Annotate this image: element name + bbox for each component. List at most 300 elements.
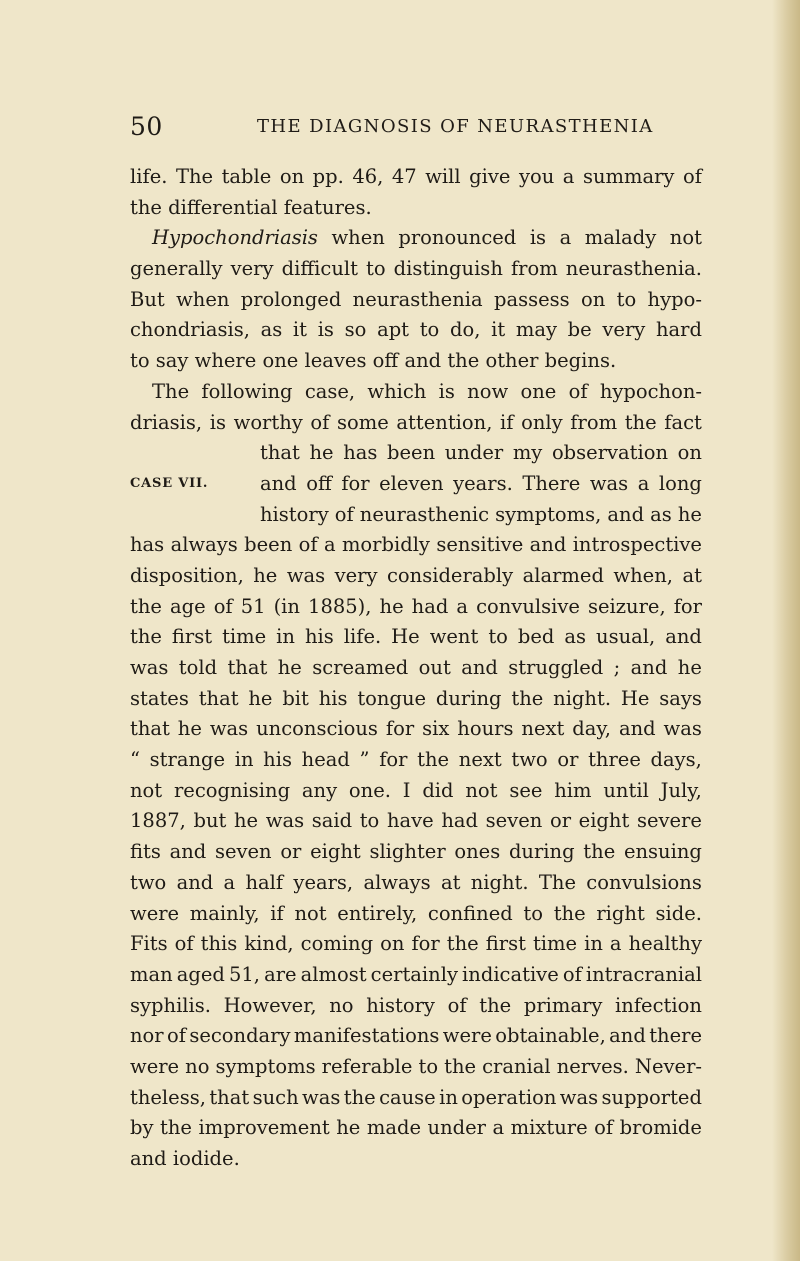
text-line xyxy=(130,530,702,561)
word: pp. xyxy=(312,165,344,188)
text-line xyxy=(130,714,702,745)
word: head xyxy=(301,748,350,772)
word: during xyxy=(508,840,575,864)
word: for xyxy=(341,471,370,495)
word: to xyxy=(418,1054,439,1078)
word: strange xyxy=(149,748,226,772)
word: eleven xyxy=(379,471,444,495)
word: history xyxy=(260,502,329,526)
word: he xyxy=(177,717,202,741)
word: only xyxy=(521,410,563,434)
page-header xyxy=(130,112,700,146)
word: was xyxy=(286,563,326,587)
word: one xyxy=(520,379,557,403)
line-text: to say where one leaves off and the other begins. xyxy=(130,349,617,373)
word: very xyxy=(334,563,378,587)
word: 1885), xyxy=(308,594,372,618)
word: mixture xyxy=(510,1116,588,1140)
word: do, xyxy=(449,318,481,342)
word: in xyxy=(584,932,603,956)
text-line xyxy=(130,745,702,776)
word: kind, xyxy=(244,932,294,956)
text-line xyxy=(130,193,702,224)
word: had xyxy=(411,594,449,618)
text-line xyxy=(130,408,702,439)
word: no xyxy=(185,1054,210,1078)
word: next xyxy=(521,717,565,741)
word: no xyxy=(329,993,354,1017)
text-line xyxy=(130,377,702,408)
word: were xyxy=(130,901,180,925)
word: my xyxy=(512,441,543,465)
word: very xyxy=(230,257,274,281)
text-line xyxy=(130,1144,702,1175)
word: secondary xyxy=(189,1024,291,1048)
word: observation xyxy=(551,441,669,465)
word: his xyxy=(263,748,292,772)
word: night. xyxy=(553,686,612,710)
word: recognising xyxy=(173,778,291,802)
word: been xyxy=(387,441,436,465)
word: However, xyxy=(223,993,317,1017)
text-line xyxy=(130,500,702,531)
word: apt xyxy=(377,318,410,342)
text-line xyxy=(130,346,702,377)
word: on xyxy=(677,441,702,465)
word: and xyxy=(665,625,702,649)
word: a xyxy=(456,594,469,618)
word: is xyxy=(438,379,455,403)
word: this xyxy=(200,932,238,956)
word: said xyxy=(311,809,353,833)
word: went xyxy=(429,625,479,649)
word: fact xyxy=(664,410,702,434)
word: told xyxy=(178,656,218,679)
word: his xyxy=(318,686,348,710)
word: on xyxy=(279,165,305,188)
body-text xyxy=(130,162,702,1175)
word: He xyxy=(620,686,650,710)
word: or xyxy=(549,809,572,833)
word: was xyxy=(589,471,629,495)
word: fits xyxy=(130,840,161,864)
word: He xyxy=(391,625,420,649)
word: until xyxy=(603,778,649,802)
word: day, xyxy=(572,717,611,741)
text-line xyxy=(130,837,702,868)
word: as xyxy=(260,318,283,342)
text-line xyxy=(130,1113,702,1144)
word: three xyxy=(588,748,641,772)
word: two xyxy=(130,870,167,894)
word: on xyxy=(580,287,606,311)
text-line xyxy=(130,899,702,930)
word: always xyxy=(363,870,431,894)
word: a xyxy=(559,226,572,250)
word: the xyxy=(583,840,616,864)
word: introspective xyxy=(572,533,702,557)
word: for xyxy=(379,748,408,772)
word: usual, xyxy=(596,625,656,649)
text-line xyxy=(130,684,702,715)
word: table xyxy=(221,165,272,188)
word: him xyxy=(554,778,592,802)
word: was xyxy=(302,1085,341,1109)
word: of xyxy=(562,962,582,986)
word: see xyxy=(509,778,543,802)
word: always xyxy=(170,533,238,557)
word: to xyxy=(419,318,440,342)
word: healthy xyxy=(628,932,702,956)
word: chondriasis, xyxy=(130,318,250,342)
word: such xyxy=(252,1085,299,1109)
word: of xyxy=(594,1116,614,1140)
word: Fits xyxy=(130,932,168,956)
word: there xyxy=(649,1024,702,1048)
word: not xyxy=(294,901,327,925)
word: first xyxy=(171,625,213,649)
word: primary xyxy=(523,993,603,1017)
word: in xyxy=(439,1085,458,1109)
word: malady xyxy=(584,226,657,250)
word: prolonged xyxy=(240,287,342,311)
word: 1887, xyxy=(130,809,186,833)
text-line xyxy=(130,469,702,500)
word: July, xyxy=(660,778,702,802)
word: side. xyxy=(655,901,702,925)
word: when xyxy=(176,287,230,311)
word: the xyxy=(511,686,544,710)
word: under xyxy=(427,1116,486,1140)
text-line xyxy=(130,991,702,1022)
word: and xyxy=(607,502,645,526)
word: hard xyxy=(655,318,702,342)
word: bed xyxy=(517,625,555,649)
word: There xyxy=(522,471,581,495)
word: the xyxy=(130,625,162,649)
text-line xyxy=(130,653,702,684)
word: 51 xyxy=(240,594,266,618)
word: The xyxy=(175,165,214,188)
word: history xyxy=(366,993,435,1017)
word: and xyxy=(618,717,656,741)
word: he xyxy=(309,441,334,465)
word: that xyxy=(227,656,268,679)
word: the xyxy=(624,410,657,434)
word: eight xyxy=(310,840,361,864)
text-line xyxy=(130,285,702,316)
word: of xyxy=(310,410,330,434)
word: under xyxy=(444,441,504,465)
word: following xyxy=(201,379,293,403)
word: if xyxy=(500,410,514,434)
word: some xyxy=(337,410,389,434)
word: from xyxy=(570,410,618,434)
word: unconscious xyxy=(256,717,378,741)
word: he xyxy=(379,594,404,618)
word: Never- xyxy=(634,1054,702,1078)
word: intracranial xyxy=(585,962,702,986)
word: bit xyxy=(282,686,309,710)
word: to xyxy=(488,625,508,649)
page-number: 50 xyxy=(130,112,163,141)
word: very xyxy=(602,318,646,342)
text-line xyxy=(130,1021,702,1052)
word: night. xyxy=(470,870,529,894)
word: supported xyxy=(601,1085,702,1109)
word: generally xyxy=(130,257,223,281)
word: that xyxy=(130,717,170,741)
word: screamed xyxy=(312,656,409,679)
word: certainly xyxy=(370,962,458,986)
word: and xyxy=(529,533,567,557)
word: not xyxy=(669,226,702,250)
text-line xyxy=(130,254,702,285)
word: he xyxy=(677,502,702,526)
word: of xyxy=(568,379,588,403)
word: and xyxy=(260,471,297,495)
word: as xyxy=(564,625,587,649)
word: of xyxy=(334,502,354,526)
word: and xyxy=(176,870,214,894)
text-line xyxy=(130,315,702,346)
word: of xyxy=(213,594,233,618)
word: which xyxy=(367,379,427,403)
word: convulsions xyxy=(586,870,702,894)
word: half xyxy=(245,870,284,894)
word: I xyxy=(402,778,411,802)
word: mainly, xyxy=(189,901,260,925)
word: his xyxy=(304,625,334,649)
word: was xyxy=(559,1085,599,1109)
text-line xyxy=(130,438,702,469)
word: may xyxy=(515,318,557,342)
word: But xyxy=(130,287,165,311)
word: years. xyxy=(453,471,513,495)
word: has xyxy=(343,441,378,465)
word: age xyxy=(169,594,206,618)
word: he xyxy=(336,1116,361,1140)
word: man xyxy=(130,962,173,986)
word: but xyxy=(193,809,227,833)
word: it xyxy=(491,318,506,342)
word: any xyxy=(301,778,338,802)
word: has xyxy=(130,533,165,557)
word: were xyxy=(442,1024,492,1048)
word: alarmed xyxy=(522,563,604,587)
word: long xyxy=(658,471,702,495)
word: was xyxy=(265,809,305,833)
word: indicative xyxy=(462,962,559,986)
word: confined xyxy=(427,901,513,925)
word: worthy xyxy=(233,410,303,434)
word: right xyxy=(596,901,645,925)
word: that xyxy=(209,1085,250,1109)
word: almost xyxy=(300,962,367,986)
word: pronounced xyxy=(398,226,517,250)
word: “ xyxy=(130,748,140,772)
word: now xyxy=(467,379,509,403)
word: he xyxy=(277,656,302,679)
word: cause xyxy=(379,1085,436,1109)
word: made xyxy=(366,1116,422,1140)
word: hypochon- xyxy=(599,379,702,403)
word: hypo- xyxy=(647,287,702,311)
word: and xyxy=(609,1024,646,1048)
word: so xyxy=(344,318,367,342)
word: of xyxy=(174,932,194,956)
word: had xyxy=(441,809,478,833)
word: hours xyxy=(457,717,514,741)
word: severe xyxy=(636,809,702,833)
text-line xyxy=(130,868,702,899)
word: days, xyxy=(650,748,702,772)
word: 51, xyxy=(228,962,260,986)
word: from xyxy=(510,257,558,281)
word: during xyxy=(435,686,502,710)
text-line xyxy=(130,1052,702,1083)
word: of xyxy=(447,993,467,1017)
word: neurasthenia. xyxy=(565,257,702,281)
word: the xyxy=(343,1085,376,1109)
word: it xyxy=(292,318,307,342)
word: or xyxy=(280,840,302,864)
page-edge-shading xyxy=(772,0,800,1261)
word: did xyxy=(422,778,454,802)
word: of xyxy=(166,1024,186,1048)
word: were xyxy=(130,1054,180,1078)
word: struggled xyxy=(508,656,604,679)
word: slighter xyxy=(369,840,446,864)
word: considerably xyxy=(386,563,514,587)
word: on xyxy=(380,932,405,956)
word: referable xyxy=(321,1054,413,1078)
word: and xyxy=(169,840,207,864)
word: one. xyxy=(348,778,391,802)
word: manifestations xyxy=(293,1024,440,1048)
word: ensuing xyxy=(623,840,702,864)
word: 46, xyxy=(352,165,384,188)
word: symptoms xyxy=(215,1054,316,1078)
word: was xyxy=(209,717,249,741)
word: theless, xyxy=(130,1085,206,1109)
word: that xyxy=(198,686,239,710)
word: out xyxy=(418,656,451,679)
word: summary xyxy=(582,165,675,188)
word: says xyxy=(659,686,702,710)
word: distinguish xyxy=(393,257,503,281)
word: and xyxy=(461,656,498,679)
word: not xyxy=(130,778,163,802)
word: nor xyxy=(130,1024,164,1048)
word: tongue xyxy=(357,686,427,710)
word: you xyxy=(518,165,555,188)
word: seven xyxy=(214,840,272,864)
word: operation xyxy=(461,1085,557,1109)
word: attention, xyxy=(396,410,493,434)
italic-term: Hypochondriasis xyxy=(152,226,318,250)
word: was xyxy=(663,717,702,741)
word: was xyxy=(130,656,169,679)
word: the xyxy=(444,1054,477,1078)
text-line xyxy=(130,223,702,254)
word: when xyxy=(331,226,385,250)
running-title: THE DIAGNOSIS OF NEURASTHENIA xyxy=(257,116,654,137)
text-line xyxy=(130,592,702,623)
word: the xyxy=(130,594,162,618)
word: disposition, xyxy=(130,563,244,587)
word: for xyxy=(673,594,702,618)
word: for xyxy=(385,717,415,741)
word: at xyxy=(682,563,702,587)
line-text: and iodide. xyxy=(130,1147,240,1170)
word: seizure, xyxy=(587,594,666,618)
word: a xyxy=(637,471,650,495)
word: he xyxy=(248,686,273,710)
word: by xyxy=(130,1116,154,1140)
word: the xyxy=(553,901,586,925)
word: time xyxy=(532,932,578,956)
word: to xyxy=(359,809,380,833)
word: as xyxy=(650,502,672,526)
word: cranial xyxy=(482,1054,551,1078)
word: entirely, xyxy=(337,901,418,925)
text-line xyxy=(130,806,702,837)
text-line xyxy=(130,960,702,991)
word: he xyxy=(677,656,702,679)
word: to xyxy=(523,901,543,925)
line-text: the differential features. xyxy=(130,195,372,219)
word: at xyxy=(440,870,461,894)
word: a xyxy=(323,533,336,557)
word: been xyxy=(244,533,293,557)
word: and xyxy=(630,656,668,679)
word: sensitive xyxy=(436,533,524,557)
text-line xyxy=(130,162,702,193)
word: neurasthenia xyxy=(352,287,483,311)
word: ; xyxy=(613,656,621,679)
word: in xyxy=(276,625,295,649)
word: will xyxy=(425,165,461,188)
word: symptoms, xyxy=(495,502,602,526)
word: is xyxy=(209,410,226,434)
word: a xyxy=(223,870,236,894)
word: ” xyxy=(359,748,370,772)
word: give xyxy=(469,165,511,188)
word: difficult xyxy=(281,257,358,281)
word: six xyxy=(422,717,450,741)
word: of xyxy=(682,165,702,188)
word: that xyxy=(260,441,300,465)
word: to xyxy=(616,287,637,311)
word: infection xyxy=(615,993,702,1017)
word: first xyxy=(485,932,526,956)
word: nerves. xyxy=(556,1054,629,1078)
word: convulsive xyxy=(476,594,580,618)
word: morbidly xyxy=(341,533,430,557)
word: driasis, xyxy=(130,410,203,434)
word: the xyxy=(417,748,450,772)
word: bromide xyxy=(619,1116,702,1140)
word: years, xyxy=(293,870,354,894)
word: the xyxy=(446,932,479,956)
word: life. xyxy=(343,625,382,649)
word: for xyxy=(411,932,440,956)
word: have xyxy=(386,809,434,833)
word: time xyxy=(222,625,267,649)
word: off xyxy=(306,471,332,495)
word: of xyxy=(298,533,318,557)
